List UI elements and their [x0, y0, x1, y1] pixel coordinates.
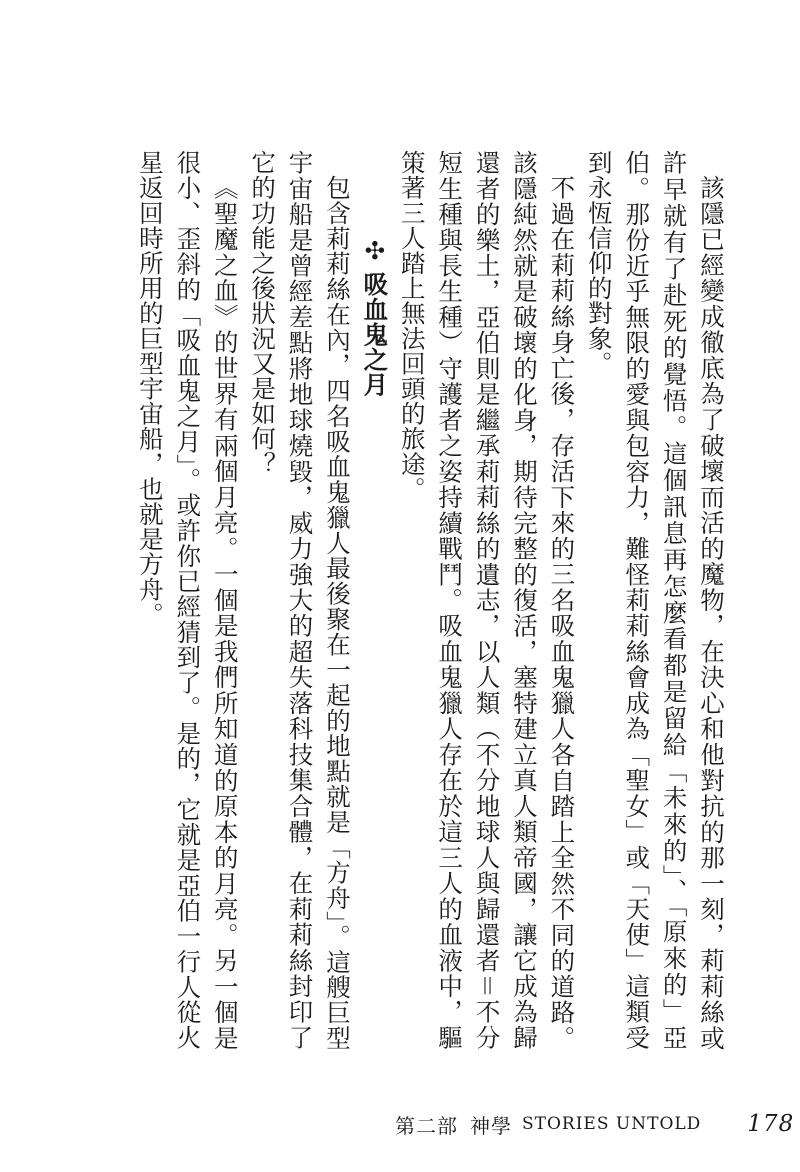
- paragraph-2: 不過在莉莉絲身亡後，存活下來的三名吸血鬼獵人各自踏上全然不同的道路。該隱純然就是破壞的化身，期待完整的復活，塞特建立真人類帝國，讓它成為歸還者的樂土，亞伯則是繼承莉莉絲的遺志，以人類（不分地球人與歸還者＝不分短生種與長生種）守護者之姿持續戰鬥。吸血鬼獵人存在於這三人的血液中，驅策著三人踏上無法回頭的旅途。: [397, 150, 577, 1050]
- footer-part-label: 第二部: [395, 1113, 458, 1138]
- paragraph-3: 包含莉莉絲在內，四名吸血鬼獵人最後聚在一起的地點就是「方舟」。這艘巨型宇宙船是曾經差點將地球燒毀，威力強大的超失落科技集合體，在莉莉絲封印了它的功能之後狀況又是如何？: [248, 150, 352, 1050]
- footer-chapter-label: 神學: [470, 1113, 512, 1138]
- page-body-text: [100, 150, 730, 1050]
- paragraph-4: 《聖魔之血》的世界有兩個月亮。一個是我們所知道的原本的月亮。另一個是很小、歪斜的「吸血鬼之月」。或許你已經猜到了。是的，它就是亞伯一行人從火星返回時所用的巨型宇宙船，也就是方舟。: [135, 150, 240, 1050]
- section-title: 吸血鬼之月: [360, 271, 390, 397]
- section-heading: [356, 204, 393, 1011]
- page-number: 178: [747, 1111, 795, 1137]
- footer-subtitle: STORIES UNTOLD: [522, 1114, 702, 1134]
- page-footer: [395, 1104, 794, 1144]
- paragraph-1: 該隱已經變成徹底為了破壞而活的魔物，在決心和他對抗的那一刻，莉莉絲或許早就有了赴死的覺悟。這個訊息再怎麼看都是留給「未來的」、「原來的」亞伯。那份近乎無限的愛與包容力，難怪莉莉絲會成為「聖女」或「天使」這類受到永恆信仰的對象。: [584, 150, 726, 1050]
- ornament-icon: ✣: [360, 235, 390, 266]
